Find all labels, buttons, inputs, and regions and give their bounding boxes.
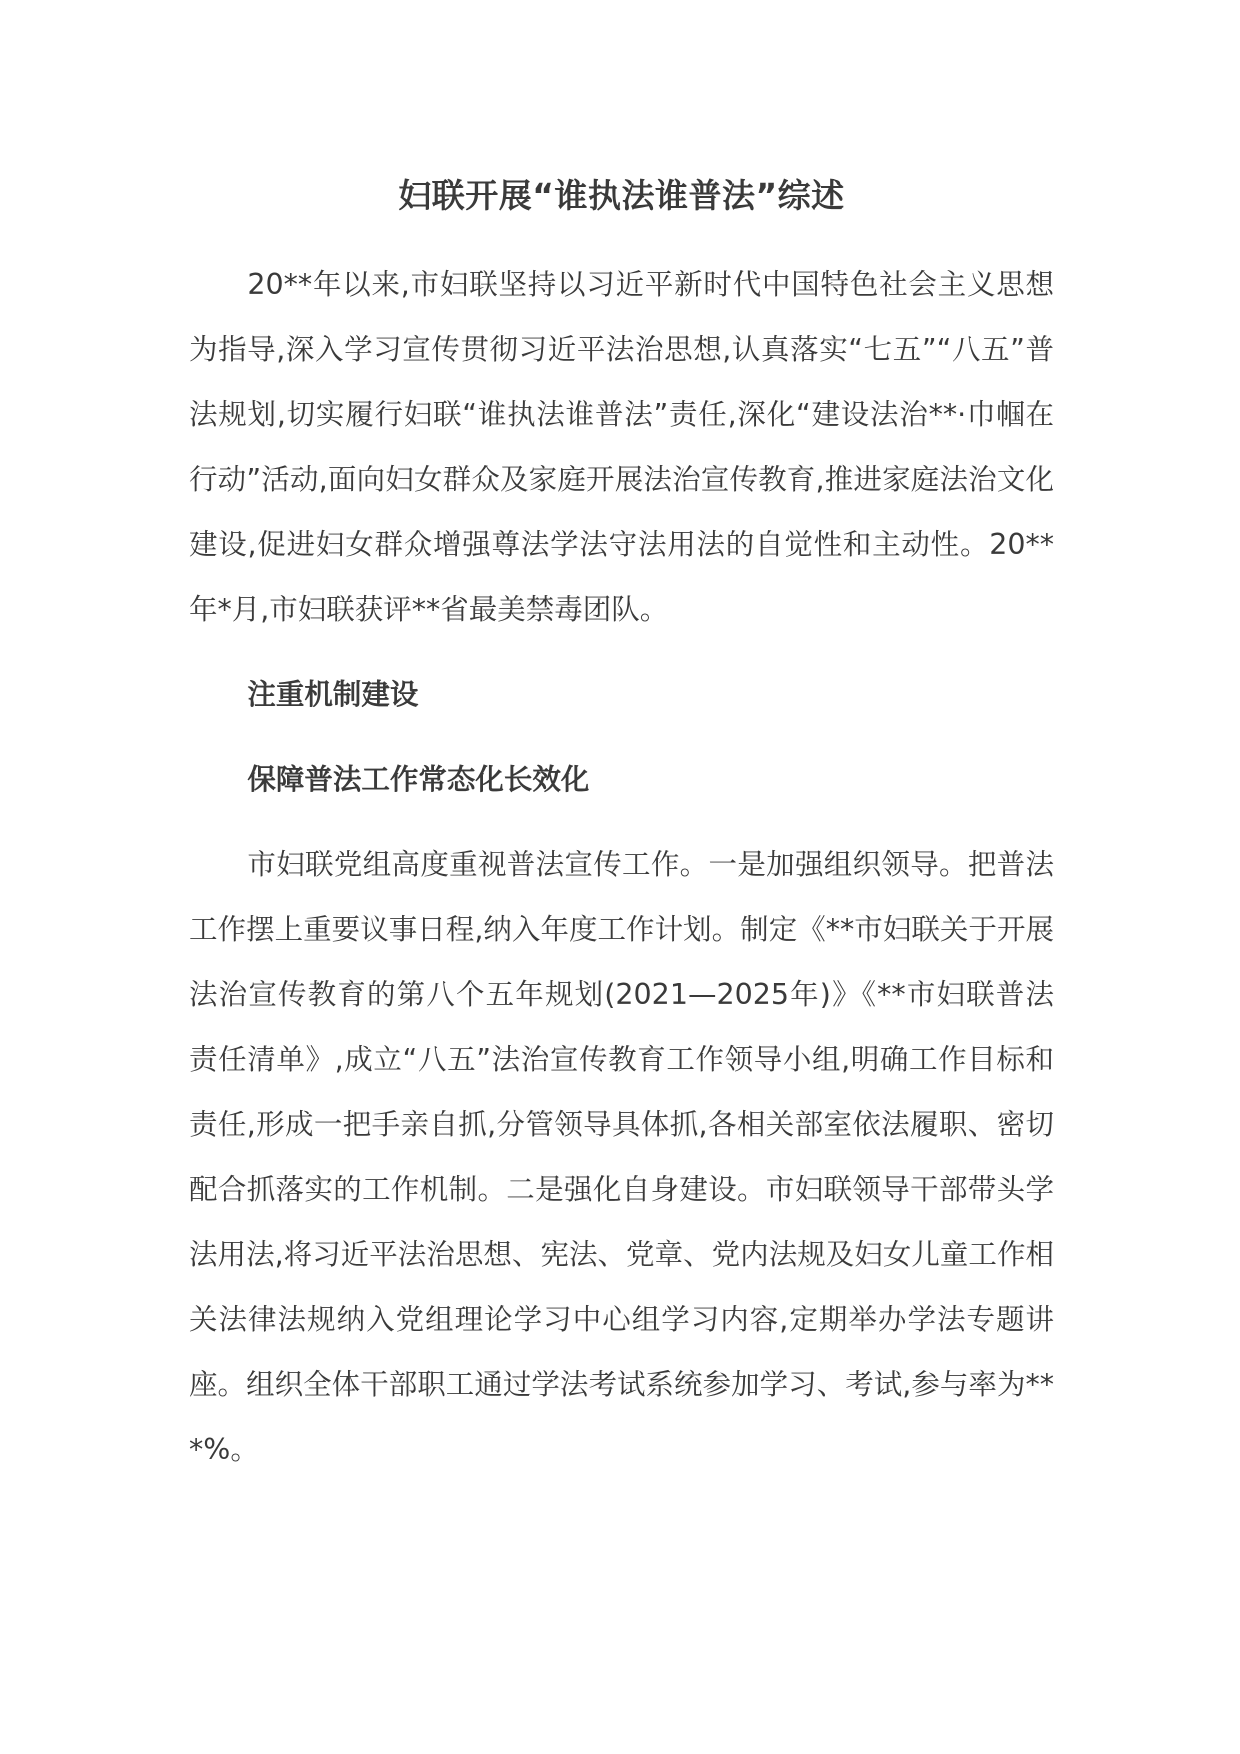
- intro-paragraph: 20**年以来,市妇联坚持以习近平新时代中国特色社会主义思想为指导,深入学习宣传贯彻习近平法治思想,认真落实“七五”“八五”普法规划,切实履行妇联“谁执法谁普法”责任,深化“建设法治**·巾帼在行动”活动,面向妇女群众及家庭开展法治宣传教育,推进家庭法治文化建设,促进妇女群众增强尊法学法守法用法的自觉性和主动性。20**年*月,市妇联获评**省最美禁毒团队。: [189, 268, 1054, 626]
- section-subheading-normalization: 保障普法工作常态化长效化: [247, 763, 590, 796]
- document-title: 妇联开展“谁执法谁普法”综述: [398, 176, 845, 215]
- section-body-paragraph: 市妇联党组高度重视普法宣传工作。一是加强组织领导。把普法工作摆上重要议事日程,纳入年度工作计划。制定《**市妇联关于开展法治宣传教育的第八个五年规划(2021—2025年)》《**市妇联普法责任清单》,成立“八五”法治宣传教育工作领导小组,明确工作目标和责任,形成一把手亲自抓,分管领导具体抓,各相关部室依法履职、密切配合抓落实的工作机制。二是强化自身建设。市妇联领导干部带头学法用法,将习近平法治思想、宪法、党章、党内法规及妇女儿童工作相关法律法规纳入党组理论学习中心组学习内容,定期举办学法专题讲座。组织全体干部职工通过学法考试系统参加学习、考试,参与率为***%。: [189, 848, 1054, 1466]
- section-heading-mechanism: 注重机制建设: [247, 678, 419, 711]
